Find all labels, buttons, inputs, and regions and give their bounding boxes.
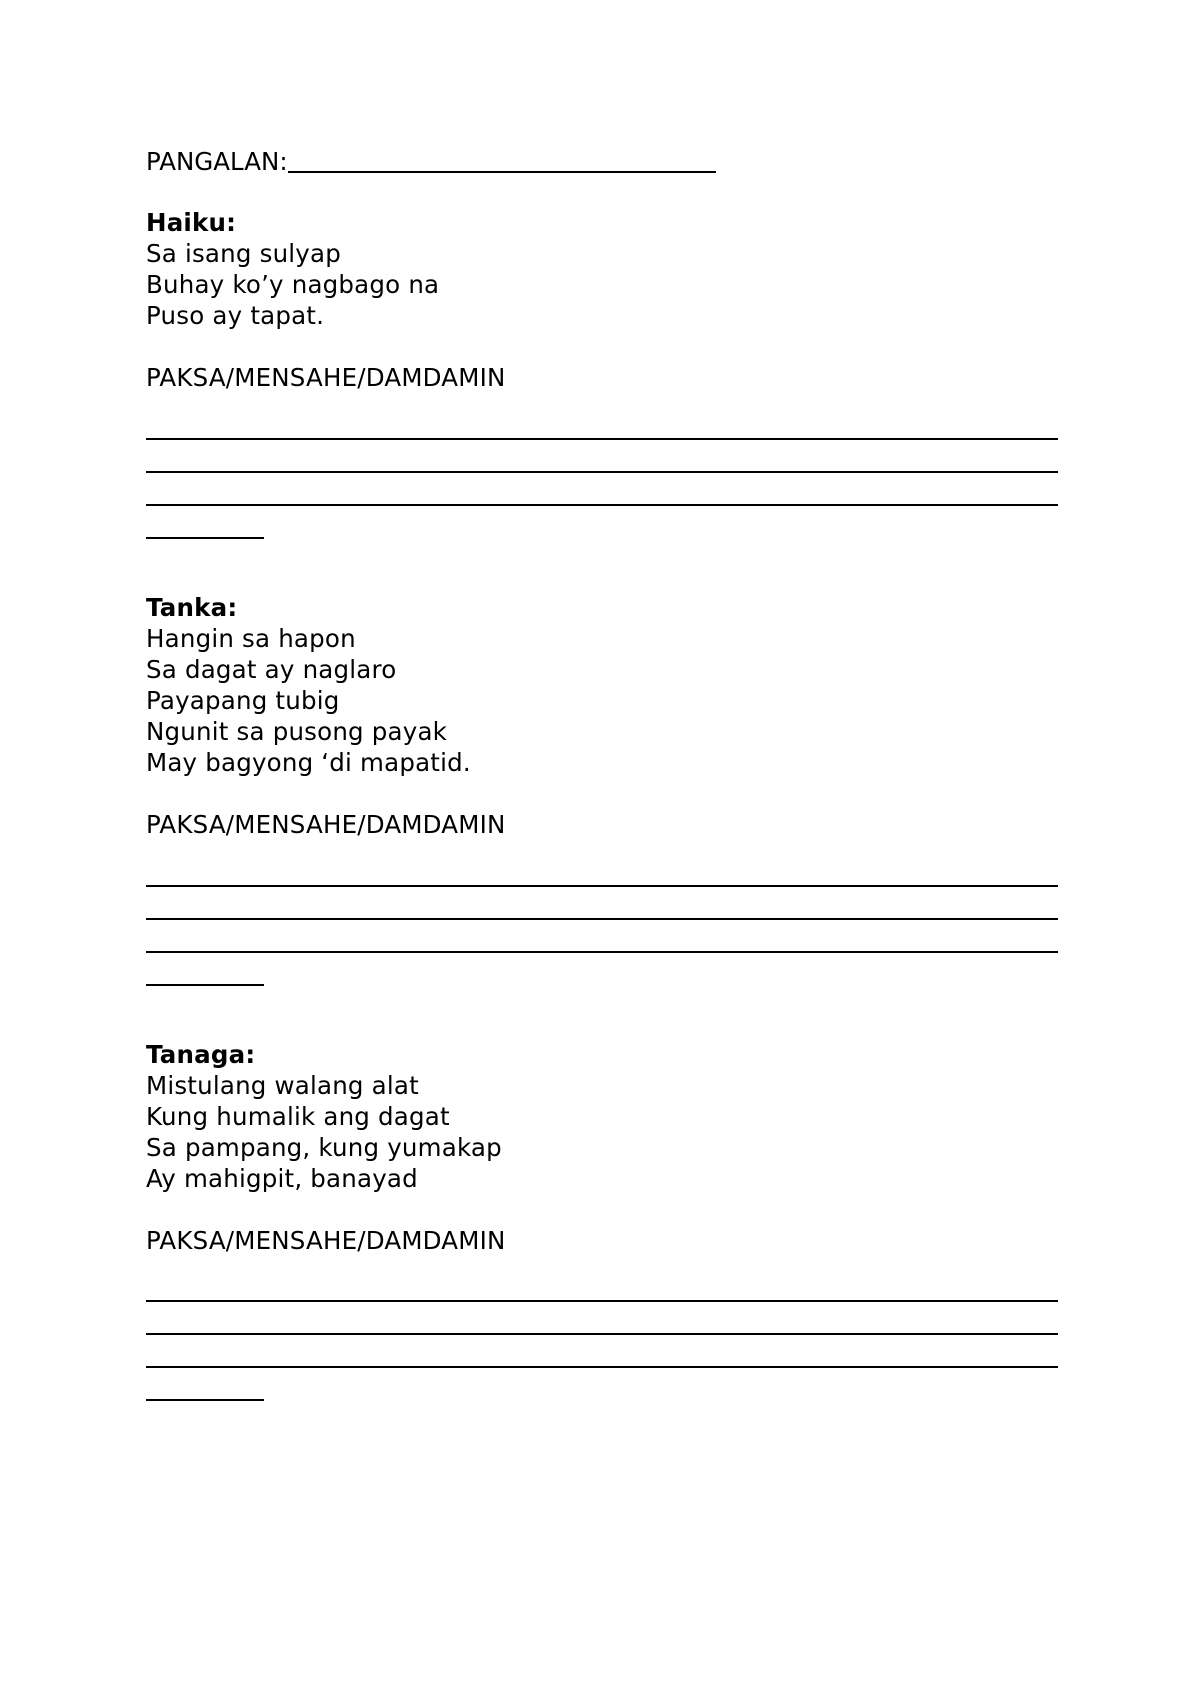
poem-line: Ngunit sa pusong payak <box>146 717 448 746</box>
section-prompt: PAKSA/MENSAHE/DAMDAMIN <box>146 1226 506 1255</box>
answer-line[interactable] <box>146 1399 264 1401</box>
name-field[interactable] <box>146 146 716 177</box>
answer-line[interactable] <box>146 471 1058 473</box>
poem-line: May bagyong ‘di mapatid. <box>146 748 471 777</box>
answer-line[interactable] <box>146 1333 1058 1335</box>
answer-line[interactable] <box>146 438 1058 440</box>
answer-line[interactable] <box>146 1300 1058 1302</box>
answer-line[interactable] <box>146 504 1058 506</box>
poem-line: Kung humalik ang dagat <box>146 1102 450 1131</box>
section-title-tanaga: Tanaga: <box>146 1040 256 1069</box>
answer-line[interactable] <box>146 951 1058 953</box>
answer-line[interactable] <box>146 537 264 539</box>
answer-line[interactable] <box>146 1366 1058 1368</box>
poem-line: Puso ay tapat. <box>146 301 325 330</box>
name-blank-line[interactable] <box>288 171 716 173</box>
section-prompt: PAKSA/MENSAHE/DAMDAMIN <box>146 363 506 392</box>
answer-line[interactable] <box>146 984 264 986</box>
poem-line: Sa pampang, kung yumakap <box>146 1133 502 1162</box>
section-title-tanka: Tanka: <box>146 593 238 622</box>
poem-line: Payapang tubig <box>146 686 340 715</box>
section-prompt: PAKSA/MENSAHE/DAMDAMIN <box>146 810 506 839</box>
answer-line[interactable] <box>146 918 1058 920</box>
poem-line: Mistulang walang alat <box>146 1071 419 1100</box>
worksheet-page <box>146 0 1058 1696</box>
poem-line: Buhay ko’y nagbago na <box>146 270 440 299</box>
poem-line: Ay mahigpit, banayad <box>146 1164 418 1193</box>
poem-line: Sa dagat ay naglaro <box>146 655 397 684</box>
answer-line[interactable] <box>146 885 1058 887</box>
name-label: PANGALAN: <box>146 147 288 176</box>
section-title-haiku: Haiku: <box>146 208 237 237</box>
poem-line: Sa isang sulyap <box>146 239 341 268</box>
poem-line: Hangin sa hapon <box>146 624 356 653</box>
